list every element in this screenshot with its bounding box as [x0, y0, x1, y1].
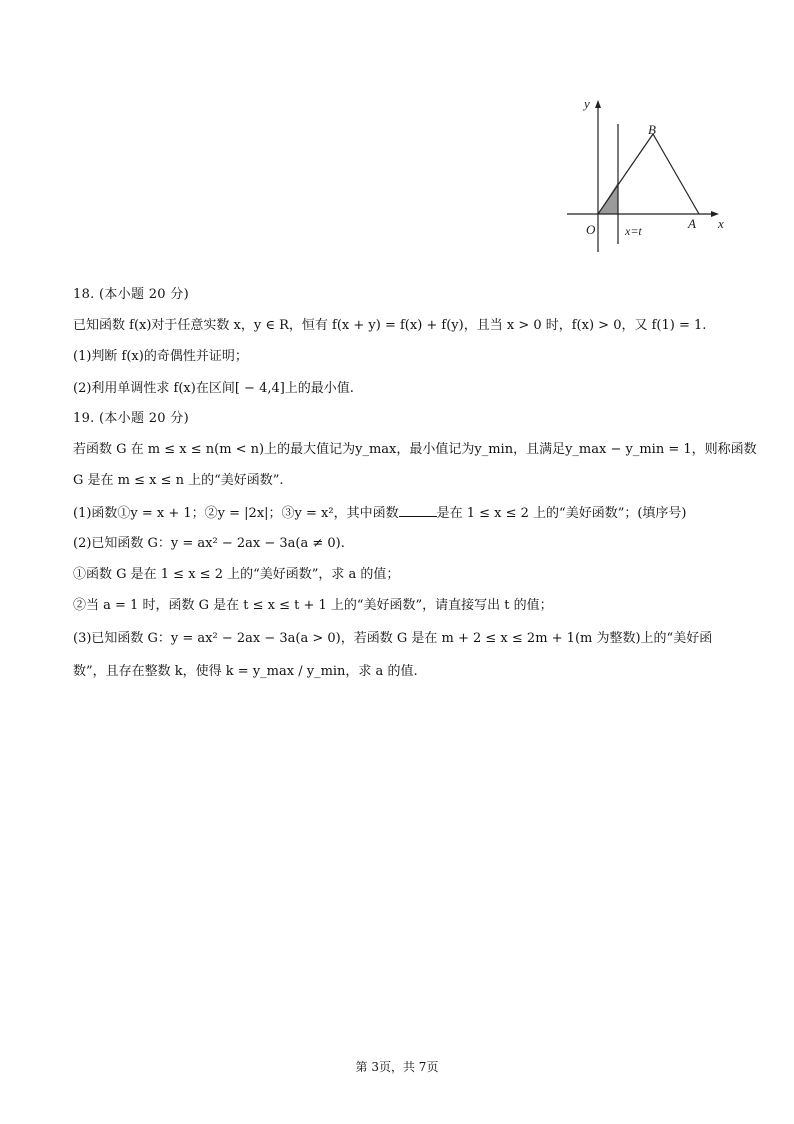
y-axis-label: y: [584, 96, 590, 111]
q19-part3-line1: (3)已知函数 G：y = ax² − 2ax − 3a(a > 0)，若函数 G 是在 m + 2 ≤ x ≤ 2m + 1(m 为整数)上的“美好函: [73, 631, 713, 646]
y-axis-arrow: [595, 100, 601, 108]
origin-label: O: [586, 222, 596, 237]
segment-ob: [598, 134, 653, 214]
q19-part2-sub2: ②当 a = 1 时，函数 G 是在 t ≤ x ≤ t + 1 上的“美好函数”，请直接写出 t 的值；: [73, 598, 553, 613]
q18-heading: 18. (本小题 20 分): [73, 287, 189, 302]
q19-stem-line2: G 是在 m ≤ x ≤ n 上的“美好函数”.: [73, 473, 284, 488]
q19-heading: 19. (本小题 20 分): [73, 411, 189, 426]
q19-part1-after-blank: 是在 1 ≤ x ≤ 2 上的“美好函数”；(填序号): [436, 506, 687, 521]
line-x-t-label: x=t: [625, 224, 642, 238]
page-number: 第 3页，共 7页: [355, 1060, 439, 1074]
point-a-label: A: [688, 216, 696, 231]
q19-part3-line2: 数”，且存在整数 k，使得 k = y_max / y_min，求 a 的值.: [73, 664, 418, 679]
triangle-figure: [562, 92, 762, 267]
q19-part1: [73, 503, 733, 524]
q18-part1: (1)判断 f(x)的奇偶性并证明；: [73, 349, 248, 364]
q19-part2-sub1: ①函数 G 是在 1 ≤ x ≤ 2 上的“美好函数”，求 a 的值；: [73, 567, 400, 582]
segment-ba: [653, 134, 699, 214]
q19-stem-line1: 若函数 G 在 m ≤ x ≤ n(m < n)上的最大值记为y_max，最小值记为y_min，且满足y_max − y_min = 1，则称函数: [73, 442, 757, 457]
q18-stem: 已知函数 f(x)对于任意实数 x，y ∈ R，恒有 f(x + y) = f(x) + f(y)，且当 x > 0 时，f(x) > 0，又 f(1) = 1.: [73, 318, 707, 333]
point-b-label: B: [648, 122, 656, 137]
x-axis-label: x: [718, 216, 724, 231]
q19-part2-stem: (2)已知函数 G：y = ax² − 2ax − 3a(a ≠ 0).: [73, 536, 345, 551]
q18-part2: (2)利用单调性求 f(x)在区间[ − 4,4]上的最小值.: [73, 381, 354, 396]
q19-part1-before-blank: (1)函数①y = x + 1；②y = |2x|；③y = x²，其中函数: [73, 506, 399, 521]
answer-blank[interactable]: [399, 503, 437, 517]
